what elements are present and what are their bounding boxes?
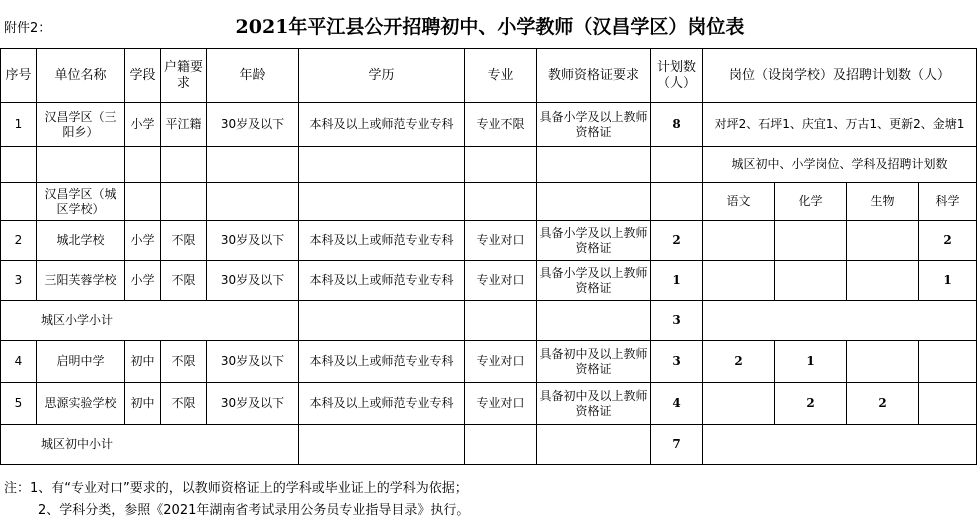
recruitment-table	[0, 48, 977, 465]
subtotal-plan: 3	[651, 301, 703, 341]
table-row-subtotal	[1, 425, 977, 465]
cell-subject: 1	[919, 261, 977, 301]
page-title: 2021年平江县公开招聘初中、小学教师（汉昌学区）岗位表	[235, 16, 745, 38]
cell-subject	[703, 221, 775, 261]
cell-major: 专业不限	[465, 103, 537, 147]
subtotal-plan: 7	[651, 425, 703, 465]
col-major: 专业	[465, 49, 537, 103]
cell-stage: 小学	[125, 221, 161, 261]
cell-major: 专业对口	[465, 221, 537, 261]
cell-subject	[775, 221, 847, 261]
col-age: 年龄	[207, 49, 299, 103]
cell-no: 2	[1, 221, 37, 261]
cell-edu: 本科及以上或师范专业专科	[299, 261, 465, 301]
subject-header: 科学	[919, 183, 977, 221]
cell-subject	[775, 261, 847, 301]
col-plan: 计划数（人）	[651, 49, 703, 103]
cell-edu: 本科及以上或师范专业专科	[299, 383, 465, 425]
col-cert: 教师资格证要求	[537, 49, 651, 103]
cell-edu: 本科及以上或师范专业专科	[299, 341, 465, 383]
cell-unit: 启明中学	[37, 341, 125, 383]
cell-major: 专业对口	[465, 341, 537, 383]
header	[0, 0, 980, 48]
col-edu: 学历	[299, 49, 465, 103]
cell-edu: 本科及以上或师范专业专科	[299, 221, 465, 261]
cell-no: 4	[1, 341, 37, 383]
cell-stage: 小学	[125, 103, 161, 147]
table-row	[1, 341, 977, 383]
notes	[4, 478, 469, 522]
cell-subject: 2	[919, 221, 977, 261]
cell-unit: 汉昌学区（城区学校）	[37, 183, 125, 221]
cell-age: 30岁及以下	[207, 103, 299, 147]
col-no: 序号	[1, 49, 37, 103]
subject-header: 化学	[775, 183, 847, 221]
cell-subject	[847, 341, 919, 383]
attachment-label: 附件2：	[4, 21, 52, 36]
cell-plan: 8	[651, 103, 703, 147]
cell-plan: 1	[651, 261, 703, 301]
cell-plan: 3	[651, 341, 703, 383]
cell-age: 30岁及以下	[207, 261, 299, 301]
cell-hukou: 不限	[161, 261, 207, 301]
subject-header: 生物	[847, 183, 919, 221]
cell-edu: 本科及以上或师范专业专科	[299, 103, 465, 147]
note-line: 2、学科分类，参照《2021年湖南省考试录用公务员专业指导目录》执行。	[38, 503, 470, 518]
cell-age: 30岁及以下	[207, 341, 299, 383]
cell-major: 专业对口	[465, 261, 537, 301]
cell-age: 30岁及以下	[207, 383, 299, 425]
cell-stage: 小学	[125, 261, 161, 301]
table-row	[1, 221, 977, 261]
table-row	[1, 261, 977, 301]
table-row	[1, 383, 977, 425]
cell-age: 30岁及以下	[207, 221, 299, 261]
cell-unit: 三阳芙蓉学校	[37, 261, 125, 301]
cell-plan: 4	[651, 383, 703, 425]
cell-unit: 城北学校	[37, 221, 125, 261]
cell-subject	[703, 383, 775, 425]
cell-subject	[703, 261, 775, 301]
col-hukou: 户籍要求	[161, 49, 207, 103]
cell-subject	[919, 383, 977, 425]
table-row-subheader	[1, 147, 977, 183]
cell-subject	[847, 221, 919, 261]
cell-subject	[919, 341, 977, 383]
cell-no: 1	[1, 103, 37, 147]
cell-posts: 对坪2、石坪1、庆宜1、万古1、更新2、金塘1	[703, 103, 977, 147]
table-header-row	[1, 49, 977, 103]
cell-subject: 2	[775, 383, 847, 425]
cell-major: 专业对口	[465, 383, 537, 425]
cell-hukou: 不限	[161, 341, 207, 383]
cell-hukou: 平江籍	[161, 103, 207, 147]
cell-cert: 具备小学及以上教师资格证	[537, 221, 651, 261]
cell-stage: 初中	[125, 383, 161, 425]
cell-plan: 2	[651, 221, 703, 261]
cell-unit: 汉昌学区（三阳乡）	[37, 103, 125, 147]
subject-plan-subheader: 城区初中、小学岗位、学科及招聘计划数	[703, 147, 977, 183]
subject-header: 语文	[703, 183, 775, 221]
cell-subject: 2	[703, 341, 775, 383]
cell-no: 5	[1, 383, 37, 425]
col-posts: 岗位（设岗学校）及招聘计划数（人）	[703, 49, 977, 103]
cell-unit: 思源实验学校	[37, 383, 125, 425]
cell-cert: 具备小学及以上教师资格证	[537, 261, 651, 301]
cell-subject: 2	[847, 383, 919, 425]
subtotal-label: 城区初中小计	[1, 425, 299, 465]
col-stage: 学段	[125, 49, 161, 103]
subtotal-label: 城区小学小计	[1, 301, 299, 341]
cell-cert: 具备小学及以上教师资格证	[537, 103, 651, 147]
table-row-subjects	[1, 183, 977, 221]
table-row	[1, 103, 977, 147]
cell-hukou: 不限	[161, 221, 207, 261]
cell-subject	[847, 261, 919, 301]
cell-hukou: 不限	[161, 383, 207, 425]
table-row-subtotal	[1, 301, 977, 341]
cell-subject: 1	[775, 341, 847, 383]
cell-cert: 具备初中及以上教师资格证	[537, 383, 651, 425]
cell-cert: 具备初中及以上教师资格证	[537, 341, 651, 383]
cell-stage: 初中	[125, 341, 161, 383]
note-line: 注：1、有“专业对口”要求的，以教师资格证上的学科或毕业证上的学科为依据；	[4, 481, 468, 496]
col-unit: 单位名称	[37, 49, 125, 103]
cell-no: 3	[1, 261, 37, 301]
